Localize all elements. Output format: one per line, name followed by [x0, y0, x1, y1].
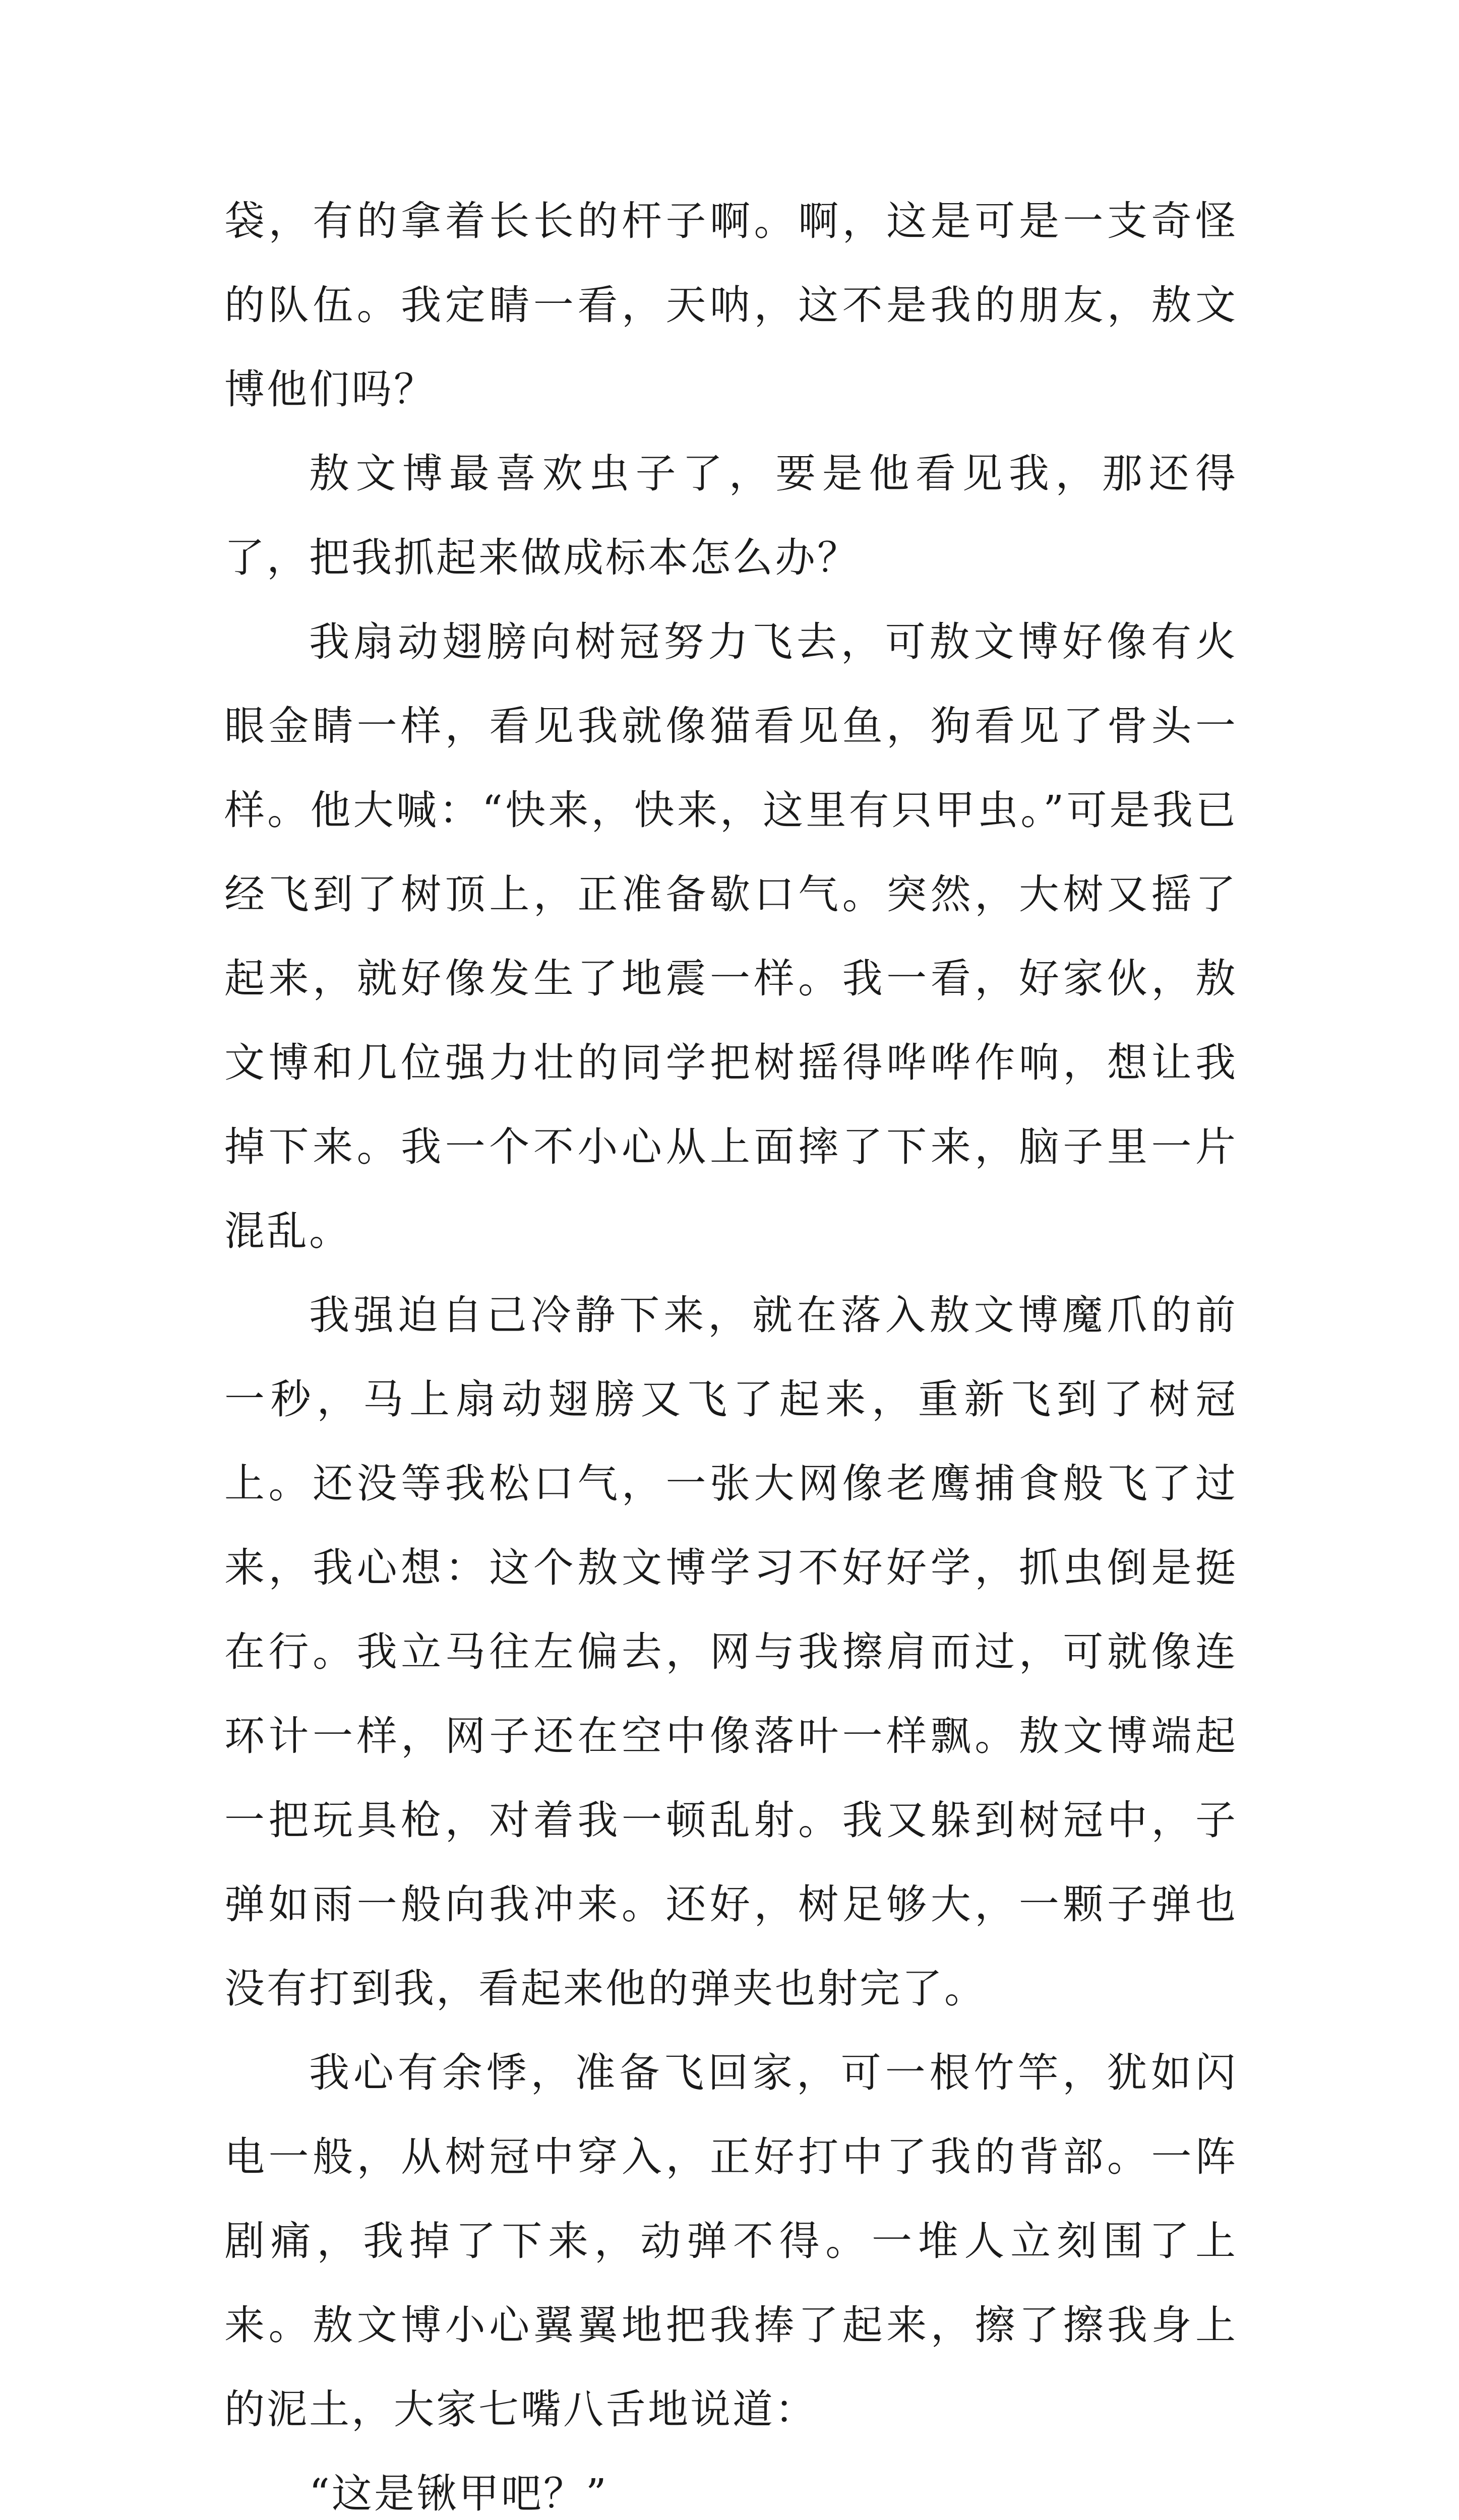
paragraph: 我强迫自己冷静下来，就在落入敖文博魔爪的前一秒，马上扇动翅膀又飞了起来，重新飞到了树冠上。还没等我松口气，一张大网像老鹰捕食般飞了过来，我心想：这个敖文博学习不好好学，抓虫倒是挺在行。我立马往左偏去，网与我擦肩而过，可就像连环计一样，网子还在空中像落叶一样飘。敖文博端起一把玩具枪，对着我一顿乱射。我又躲到树冠中，子弹如雨一般向我冲来。还好，树足够大，一颗子弹也没有打到我，看起来他的弹夹也射完了。: [224, 1292, 1238, 2012]
paragraph: 敖文博最喜欢虫子了，要是他看见我，那还得了，把我抓起来做成标本怎么办？: [224, 450, 1238, 581]
paragraph-continued: 袋，有的拿着长长的杆子啊。啊，这是可是一支奇怪的队伍。我定睛一看，天呐，这不是我的朋友，敖文博他们吗？: [224, 198, 1238, 413]
paragraph: 我扇动翅膀向树冠努力飞去，可敖文博好像有火眼金睛一样，看见我就像猫看见鱼，狗看见了骨头一样。他大喊：“快来，快来，这里有只甲虫。”可是我已经飞到了树顶上，正准备歇口气。突然，大树又摇了起来，就好像发生了地震一样。我一看，好家伙，敖文博和几位强力壮的同学把树摇得哗哗作响，想让我掉下来。我一个不小心从上面摔了下来，脑子里一片混乱。: [224, 618, 1238, 1254]
paragraph: 我心有余悸，准备飞回家，可一根竹竿，犹如闪电一般，从树冠中穿入，正好打中了我的背部。一阵剧痛，我掉了下来，动弹不得。一堆人立刻围了上来。敖文博小心翼翼地把我捧了起来，擦了擦我身上的泥土，大家七嘴八舌地说道：: [224, 2049, 1238, 2433]
body-text: [224, 179, 1238, 2520]
dialogue-line: “这是锹甲吧？”: [309, 2470, 609, 2517]
